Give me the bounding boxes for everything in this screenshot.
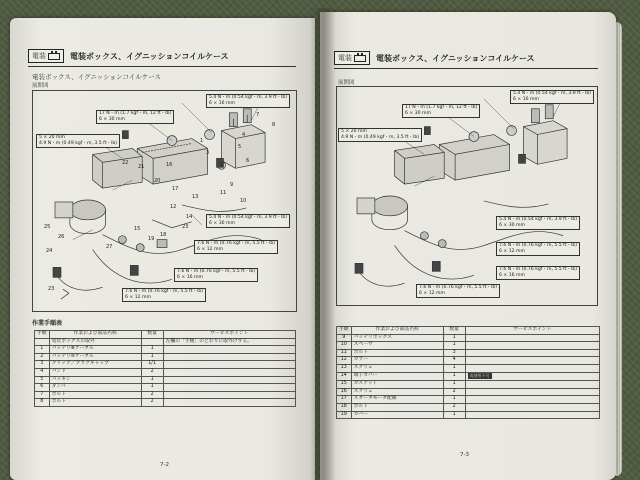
row-qty: 2 <box>141 391 163 399</box>
row-step: 6 <box>35 384 50 392</box>
left-header-label-box <box>28 49 64 63</box>
row-step: 7 <box>35 391 50 399</box>
row-name: スタータモータ配線 <box>351 396 443 404</box>
row-qty: 2 <box>141 368 163 376</box>
row-step: 18 <box>337 403 352 411</box>
callout: 1 <box>200 138 204 144</box>
row-service <box>465 342 599 350</box>
row-service <box>465 396 599 404</box>
table-row <box>35 338 296 346</box>
table-row <box>35 353 296 361</box>
row-qty: 1 <box>443 334 465 342</box>
row-qty: 4 <box>443 357 465 365</box>
table-row <box>35 346 296 354</box>
row-service <box>465 357 599 365</box>
callout: 22 <box>122 160 129 166</box>
left-torque-2: 17 N・m (1.7 kgf・m, 12 ft・lb) 6 × 30 mm <box>96 110 174 124</box>
callout: 10 <box>240 198 247 204</box>
callout: 8 <box>272 122 276 128</box>
callout: 5 <box>238 144 242 150</box>
left-page-number: 7-2 <box>160 462 169 468</box>
left-parts-table <box>34 330 296 407</box>
right-subsubtitle: 展開図 <box>338 80 355 86</box>
right-page <box>320 12 616 480</box>
table-row <box>337 372 600 381</box>
reuse-badge: 再使用不可 <box>469 372 490 378</box>
left-torque-6: 7.6 N・m (0.76 kgf・m, 5.5 ft・lb) 6 × 16 mm <box>174 268 258 282</box>
callout: 21 <box>138 164 145 170</box>
row-service <box>465 372 599 381</box>
row-step <box>35 338 50 346</box>
row-qty: 1 <box>443 364 465 372</box>
right-torque-3: 5 × 20 mm 4.9 N・m (0.49 kgf・m, 3.5 ft・lb) <box>338 128 422 142</box>
row-name: ボルト <box>49 391 141 399</box>
left-subsubtitle: 展開図 <box>32 83 49 89</box>
table-header-row <box>337 327 600 335</box>
row-qty: 2 <box>443 388 465 396</box>
table-row <box>337 403 600 411</box>
right-header-label-box <box>334 51 370 65</box>
callout: 23 <box>182 224 189 230</box>
th-step: 手順 <box>35 331 50 339</box>
row-qty: 1 <box>443 396 465 404</box>
battery-icon <box>354 55 366 62</box>
callout: 26 <box>58 234 65 240</box>
row-name: バンド <box>49 368 141 376</box>
row-name: バッテリ⊖ケーブル <box>49 353 141 361</box>
row-name: ダンパ <box>49 384 141 392</box>
table-row <box>337 388 600 396</box>
callout: 27 <box>106 244 113 250</box>
row-qty: 2 <box>443 403 465 411</box>
row-service <box>465 388 599 396</box>
right-torque-4: 5.4 N・m (0.54 kgf・m, 3.9 ft・lb) 6 × 30 mm <box>496 216 580 230</box>
left-header-title: 電装ボックス、イグニッションコイルケース <box>70 51 229 61</box>
row-name: 端子カバー <box>351 372 443 381</box>
right-torque-5: 7.6 N・m (0.76 kgf・m, 5.5 ft・lb) 6 × 12 mm <box>496 242 580 256</box>
row-service <box>163 384 295 392</box>
row-step: 15 <box>337 381 352 389</box>
row-step: 11 <box>337 349 352 357</box>
right-torque-1: 5.4 N・m (0.54 kgf・m, 3.9 ft・lb) 6 × 16 mm <box>510 90 594 104</box>
th-name: 作業および部品名称 <box>351 327 443 335</box>
callout: 23 <box>48 286 55 292</box>
table-row <box>337 396 600 404</box>
left-header-label: 電装 <box>32 52 46 60</box>
th-qty: 数量 <box>141 331 163 339</box>
row-name: バッテリボックス <box>351 334 443 342</box>
row-step: 8 <box>35 399 50 407</box>
row-service: 左欄の「手順」のとおりに取外けする。 <box>163 338 295 346</box>
row-service <box>465 364 599 372</box>
row-qty: 1 <box>443 372 465 381</box>
right-header <box>334 48 535 68</box>
table-header-row <box>35 331 296 339</box>
right-torque-6: 7.6 N・m (0.76 kgf・m, 5.5 ft・lb) 6 × 16 mm <box>496 266 580 280</box>
row-service <box>465 349 599 357</box>
table-row <box>35 384 296 392</box>
callout: 25 <box>44 224 51 230</box>
th-name: 作業および部品名称 <box>49 331 141 339</box>
callout: 17 <box>172 186 179 192</box>
book-spine <box>310 8 336 480</box>
left-torque-7: 7.6 N・m (0.76 kgf・m, 5.5 ft・lb) 6 × 12 mm <box>122 288 206 302</box>
row-qty: 1 <box>141 346 163 354</box>
row-service <box>163 346 295 354</box>
callout: 9 <box>230 182 234 188</box>
row-qty: 1 <box>443 342 465 350</box>
row-step: 12 <box>337 357 352 365</box>
callout: 3 <box>206 150 210 156</box>
table-row <box>35 399 296 407</box>
row-service <box>163 368 295 376</box>
row-step: 10 <box>337 342 352 350</box>
th-step: 手順 <box>337 327 352 335</box>
row-name: ボルト <box>351 349 443 357</box>
table-row <box>35 376 296 384</box>
row-qty: 1 <box>443 411 465 419</box>
battery-icon <box>48 53 60 60</box>
row-step: 13 <box>337 364 352 372</box>
table-row <box>337 349 600 357</box>
row-qty: 1 <box>443 381 465 389</box>
right-parts-table <box>336 326 600 419</box>
right-torque-2: 17 N・m (1.7 kgf・m, 12 ft・lb) 6 × 30 mm <box>402 104 480 118</box>
callout: 13 <box>192 194 199 200</box>
row-name: パッキン <box>49 376 141 384</box>
left-torque-1: 5.4 N・m (0.54 kgf・m, 3.9 ft・lb) 6 × 16 mm <box>206 94 290 108</box>
row-qty: 1 <box>141 384 163 392</box>
left-torque-5: 7.6 N・m (0.76 kgf・m, 5.5 ft・lb) 6 × 12 mm <box>194 240 278 254</box>
callout: 18 <box>160 232 167 238</box>
table-row <box>337 334 600 342</box>
table-row <box>337 381 600 389</box>
row-qty: 1 <box>141 353 163 361</box>
callout: 6 <box>246 158 250 164</box>
callout: 19 <box>148 236 155 242</box>
callout: 15 <box>134 226 141 232</box>
row-step: 4 <box>35 368 50 376</box>
row-name: ボルト <box>351 403 443 411</box>
callout: 16 <box>166 162 173 168</box>
row-name: 電装ボックスの取外 <box>49 338 141 346</box>
th-service: サービスポイント <box>163 331 295 339</box>
table-row <box>35 368 296 376</box>
left-section-title: 作業手順表 <box>32 320 63 327</box>
row-step: 5 <box>35 376 50 384</box>
table-row <box>337 357 600 365</box>
row-qty: 1 <box>141 376 163 384</box>
right-header-rule <box>334 68 598 69</box>
left-header <box>28 46 229 66</box>
row-qty: 2 <box>141 399 163 407</box>
row-step: 14 <box>337 372 352 381</box>
row-name: カラー <box>351 357 443 365</box>
callout: 24 <box>46 248 53 254</box>
row-step: 1 <box>35 346 50 354</box>
row-service <box>465 403 599 411</box>
table-row <box>35 391 296 399</box>
row-service <box>163 391 295 399</box>
row-name: クリップ／プラグキャップ <box>49 361 141 369</box>
row-service <box>465 334 599 342</box>
table-row <box>337 364 600 372</box>
th-service: サービスポイント <box>465 327 599 335</box>
table-row <box>35 361 296 369</box>
row-name: スクリュ <box>351 364 443 372</box>
callout: 11 <box>220 190 227 196</box>
row-qty: 3 <box>443 349 465 357</box>
row-name: ガスケット <box>351 381 443 389</box>
callout: 7 <box>256 112 260 118</box>
manual-book <box>10 8 634 480</box>
left-header-rule <box>28 66 296 67</box>
left-torque-4: 5.4 N・m (0.54 kgf・m, 3.9 ft・lb) 6 × 30 mm <box>206 214 290 228</box>
th-qty: 数量 <box>443 327 465 335</box>
row-step: 17 <box>337 396 352 404</box>
callout: 12 <box>170 204 177 210</box>
row-step: 9 <box>337 334 352 342</box>
row-qty: 1/1 <box>141 361 163 369</box>
row-service <box>163 361 295 369</box>
row-name: ボルト <box>49 399 141 407</box>
row-service <box>465 411 599 419</box>
row-qty <box>141 338 163 346</box>
row-service <box>465 381 599 389</box>
table-row <box>337 411 600 419</box>
row-service <box>163 376 295 384</box>
row-service <box>163 353 295 361</box>
right-header-label: 電装 <box>338 54 352 62</box>
row-service <box>163 399 295 407</box>
row-step: 3 <box>35 361 50 369</box>
right-page-number: 7-3 <box>460 452 469 458</box>
left-page <box>10 18 315 480</box>
callout: 20 <box>154 178 161 184</box>
table-row <box>337 342 600 350</box>
row-name: スクリュ <box>351 388 443 396</box>
callout: 4 <box>242 132 246 138</box>
right-header-title: 電装ボックス、イグニッションコイルケース <box>376 53 535 63</box>
row-name: バッテリ⊕ケーブル <box>49 346 141 354</box>
callout: 2 <box>220 162 224 168</box>
row-step: 16 <box>337 388 352 396</box>
callout: 14 <box>186 214 193 220</box>
row-name: カバー <box>351 411 443 419</box>
right-torque-7: 7.6 N・m (0.76 kgf・m, 5.5 ft・lb) 6 × 12 mm <box>416 284 500 298</box>
row-step: 19 <box>337 411 352 419</box>
left-subtitle: 電装ボックス、イグニッションコイルケース <box>32 73 161 81</box>
left-torque-3: 5 × 20 mm 4.9 N・m (0.49 kgf・m, 3.5 ft・lb) <box>36 134 120 148</box>
row-step: 2 <box>35 353 50 361</box>
row-name: スペーサ <box>351 342 443 350</box>
